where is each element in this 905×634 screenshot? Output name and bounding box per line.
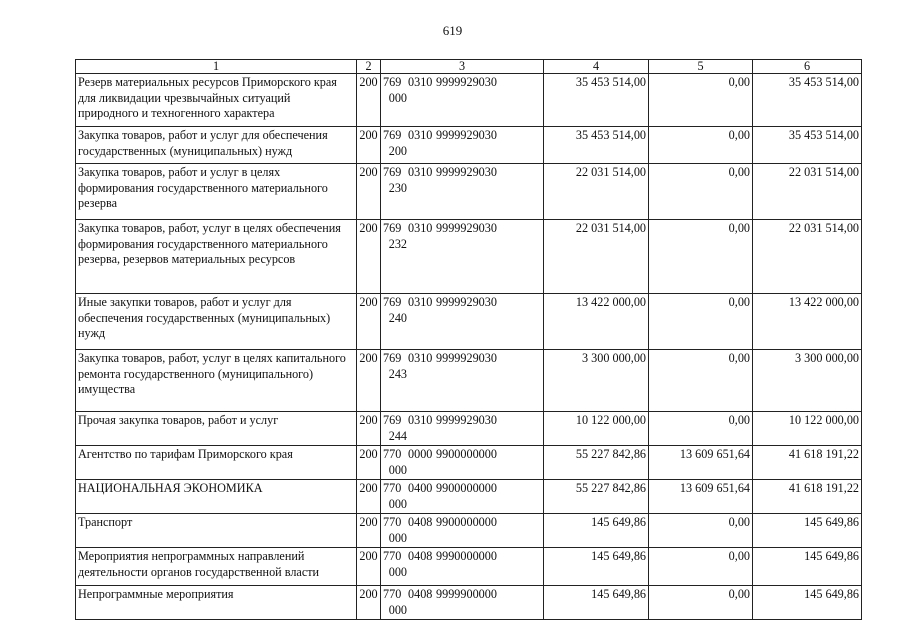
row-code-2: 200 [357, 446, 381, 480]
table-row [76, 514, 862, 548]
header-cell: 4 [544, 60, 649, 74]
code-ministry: 769 [383, 295, 402, 309]
row-code-2: 200 [357, 127, 381, 164]
row-name: Мероприятия непрограммных направлений деятельности органов государственной власти [76, 548, 357, 586]
row-amount-5: 0,00 [649, 164, 753, 220]
header-row [76, 60, 862, 74]
row-name: Закупка товаров, работ и услуг для обеспечения государственных (муниципальных) нужд [76, 127, 357, 164]
table-row [76, 127, 862, 164]
code-section: 0310 [408, 351, 433, 365]
row-amount-4: 55 227 842,86 [544, 446, 649, 480]
row-amount-5: 0,00 [649, 412, 753, 446]
row-name: Транспорт [76, 514, 357, 548]
code-ministry: 769 [383, 165, 402, 179]
row-code-2: 200 [357, 480, 381, 514]
row-amount-5: 0,00 [649, 586, 753, 620]
row-code-2: 200 [357, 164, 381, 220]
code-expense-type: 000 [388, 602, 407, 617]
row-amount-4: 145 649,86 [544, 548, 649, 586]
code-expense-type: 230 [388, 180, 407, 195]
code-ministry: 770 [383, 481, 402, 495]
row-code-3 [381, 220, 544, 294]
row-code-3 [381, 164, 544, 220]
budget-table [75, 59, 862, 620]
row-amount-6: 10 122 000,00 [753, 412, 862, 446]
code-section: 0000 [408, 447, 433, 461]
row-amount-4: 13 422 000,00 [544, 294, 649, 350]
row-code-2: 200 [357, 294, 381, 350]
row-code-2: 200 [357, 548, 381, 586]
row-code-3 [381, 548, 544, 586]
code-expense-type: 240 [388, 310, 407, 325]
row-amount-6: 22 031 514,00 [753, 164, 862, 220]
code-section: 0408 [408, 549, 433, 563]
row-amount-4: 22 031 514,00 [544, 220, 649, 294]
header-cell: 6 [753, 60, 862, 74]
table-row [76, 294, 862, 350]
row-code-2: 200 [357, 220, 381, 294]
row-amount-4: 10 122 000,00 [544, 412, 649, 446]
code-expense-type: 000 [388, 462, 407, 477]
code-target: 9999929030 [436, 75, 497, 89]
code-target: 9999929030 [436, 351, 497, 365]
table-row [76, 220, 862, 294]
row-name: Закупка товаров, работ, услуг в целях капитального ремонта государственного (муниципального) имущества [76, 350, 357, 412]
code-section: 0310 [408, 128, 433, 142]
code-expense-type: 000 [388, 564, 407, 579]
row-amount-5: 0,00 [649, 350, 753, 412]
code-ministry: 770 [383, 447, 402, 461]
row-code-3 [381, 586, 544, 620]
row-name: Резерв материальных ресурсов Приморского края для ликвидации чрезвычайных ситуаций природного и техногенного характера [76, 74, 357, 127]
code-expense-type: 232 [388, 236, 407, 251]
row-code-3 [381, 350, 544, 412]
row-code-2: 200 [357, 514, 381, 548]
code-target: 9999929030 [436, 221, 497, 235]
row-amount-6: 22 031 514,00 [753, 220, 862, 294]
row-amount-6: 145 649,86 [753, 548, 862, 586]
row-amount-4: 3 300 000,00 [544, 350, 649, 412]
code-section: 0310 [408, 413, 433, 427]
row-amount-5: 0,00 [649, 294, 753, 350]
code-expense-type: 243 [388, 366, 407, 381]
row-amount-6: 13 422 000,00 [753, 294, 862, 350]
page-number: 619 [442, 23, 463, 38]
row-code-3 [381, 294, 544, 350]
code-ministry: 769 [383, 75, 402, 89]
code-expense-type: 000 [388, 530, 407, 545]
code-target: 9900000000 [436, 447, 497, 461]
code-section: 0310 [408, 75, 433, 89]
row-amount-5: 0,00 [649, 514, 753, 548]
row-name: Закупка товаров, работ и услуг в целях формирования государственного материального резерва [76, 164, 357, 220]
code-section: 0310 [408, 165, 433, 179]
code-section: 0400 [408, 481, 433, 495]
row-amount-5: 0,00 [649, 220, 753, 294]
row-code-2: 200 [357, 350, 381, 412]
code-target: 9999929030 [436, 413, 497, 427]
row-amount-5: 0,00 [649, 548, 753, 586]
code-target: 9999929030 [436, 165, 497, 179]
header-cell: 5 [649, 60, 753, 74]
row-amount-4: 35 453 514,00 [544, 127, 649, 164]
row-code-3 [381, 446, 544, 480]
row-amount-6: 35 453 514,00 [753, 74, 862, 127]
code-target: 9999900000 [436, 587, 497, 601]
row-amount-5: 13 609 651,64 [649, 480, 753, 514]
row-code-2: 200 [357, 586, 381, 620]
code-section: 0408 [408, 587, 433, 601]
code-section: 0310 [408, 221, 433, 235]
row-amount-4: 35 453 514,00 [544, 74, 649, 127]
row-amount-6: 145 649,86 [753, 514, 862, 548]
table-row [76, 480, 862, 514]
table-row [76, 548, 862, 586]
code-ministry: 770 [383, 515, 402, 529]
code-ministry: 769 [383, 413, 402, 427]
row-code-3 [381, 412, 544, 446]
code-ministry: 770 [383, 549, 402, 563]
code-expense-type: 000 [388, 496, 407, 511]
code-target: 9900000000 [436, 515, 497, 529]
code-ministry: 769 [383, 221, 402, 235]
table-row [76, 350, 862, 412]
row-amount-6: 41 618 191,22 [753, 480, 862, 514]
table-row [76, 446, 862, 480]
table-row [76, 74, 862, 127]
row-code-2: 200 [357, 412, 381, 446]
row-code-3 [381, 514, 544, 548]
code-expense-type: 244 [388, 428, 407, 443]
code-target: 9999929030 [436, 128, 497, 142]
code-ministry: 770 [383, 587, 402, 601]
row-amount-6: 41 618 191,22 [753, 446, 862, 480]
row-amount-5: 13 609 651,64 [649, 446, 753, 480]
table-row [76, 586, 862, 620]
row-amount-4: 55 227 842,86 [544, 480, 649, 514]
code-expense-type: 000 [388, 90, 407, 105]
row-amount-5: 0,00 [649, 74, 753, 127]
row-amount-6: 3 300 000,00 [753, 350, 862, 412]
row-amount-6: 35 453 514,00 [753, 127, 862, 164]
code-target: 9990000000 [436, 549, 497, 563]
row-code-2: 200 [357, 74, 381, 127]
code-ministry: 769 [383, 128, 402, 142]
header-cell: 2 [357, 60, 381, 74]
code-target: 9900000000 [436, 481, 497, 495]
row-code-3 [381, 127, 544, 164]
code-section: 0408 [408, 515, 433, 529]
row-name: Закупка товаров, работ, услуг в целях обеспечения формирования государственного материального резерва, резервов материальных ресурсов [76, 220, 357, 294]
table-row [76, 164, 862, 220]
table-row [76, 412, 862, 446]
header-cell: 3 [381, 60, 544, 74]
row-name: Прочая закупка товаров, работ и услуг [76, 412, 357, 446]
row-name: Непрограммные мероприятия [76, 586, 357, 620]
row-amount-4: 22 031 514,00 [544, 164, 649, 220]
row-amount-4: 145 649,86 [544, 514, 649, 548]
row-name: Иные закупки товаров, работ и услуг для обеспечения государственных (муниципальных) нужд [76, 294, 357, 350]
row-name: Агентство по тарифам Приморского края [76, 446, 357, 480]
row-code-3 [381, 480, 544, 514]
row-amount-5: 0,00 [649, 127, 753, 164]
row-code-3 [381, 74, 544, 127]
code-ministry: 769 [383, 351, 402, 365]
code-expense-type: 200 [388, 143, 407, 158]
row-amount-6: 145 649,86 [753, 586, 862, 620]
code-target: 9999929030 [436, 295, 497, 309]
header-cell: 1 [76, 60, 357, 74]
row-name: НАЦИОНАЛЬНАЯ ЭКОНОМИКА [76, 480, 357, 514]
code-section: 0310 [408, 295, 433, 309]
row-amount-4: 145 649,86 [544, 586, 649, 620]
